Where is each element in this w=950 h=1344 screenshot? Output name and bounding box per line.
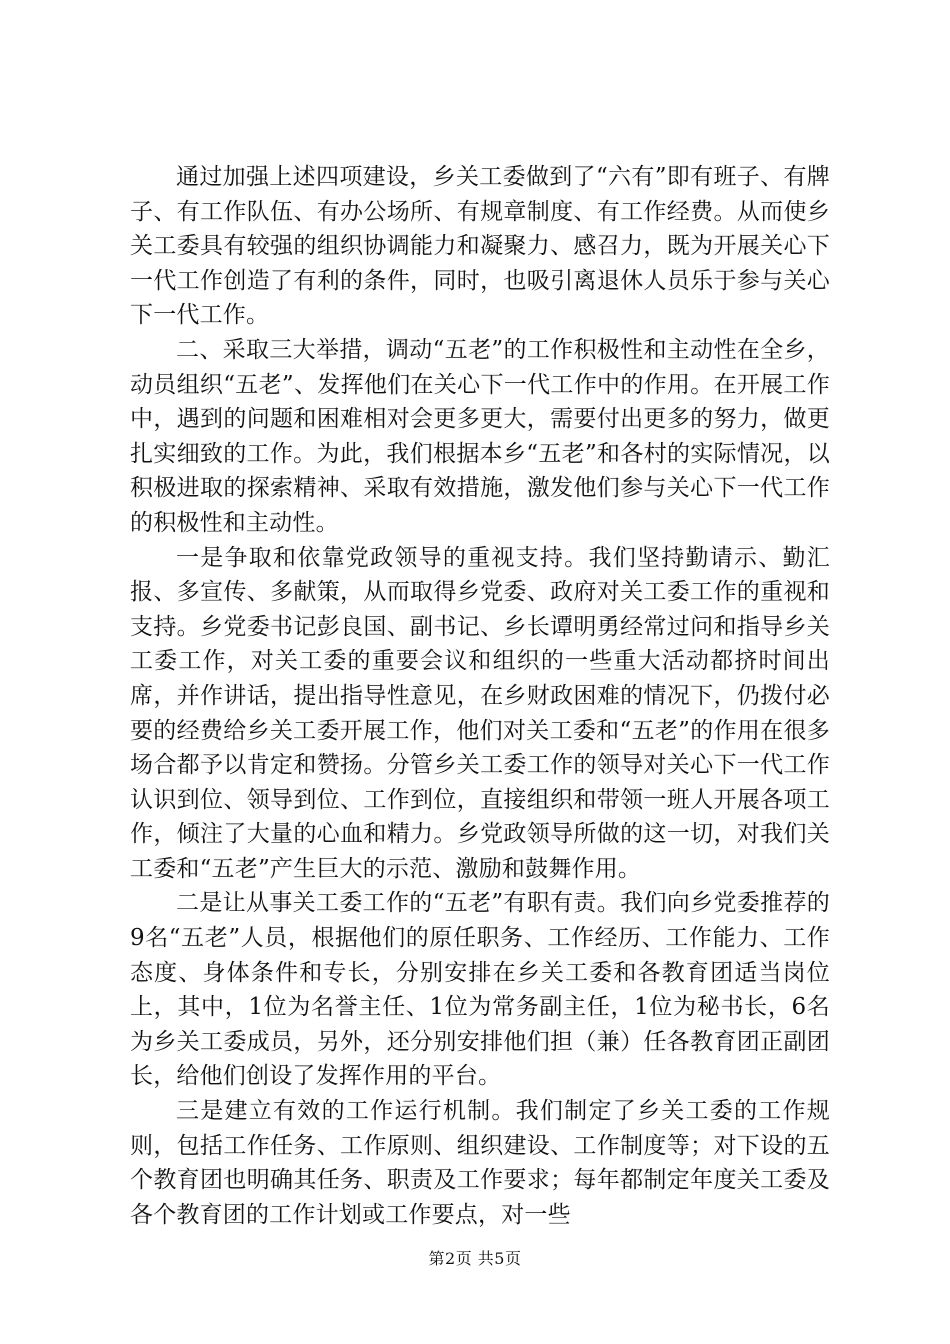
paragraph-5: 三是建立有效的工作运行机制。我们制定了乡关工委的工作规则，包括工作任务、工作原则、组织建设、工作制度等；对下设的五个教育团也明确其任务、职责及工作要求；每年都制定年度关工委及各个教育团的工作计划或工作要点，对一些 <box>130 1098 830 1228</box>
document-body <box>130 160 830 1232</box>
paragraph-3: 一是争取和依靠党政领导的重视支持。我们坚持勤请示、勤汇报、多宣传、多献策，从而取得乡党委、政府对关工委工作的重视和支持。乡党委书记彭良国、副书记、乡长谭明勇经常过问和指导乡关工委工作，对关工委的重要会议和组织的一些重大活动都挤时间出席，并作讲话，提出指导性意见，在乡财政困难的情况下，仍拨付必要的经费给乡关工委开展工作，他们对关工委和“五老”的作用在很多场合都予以肯定和赞扬。分管乡关工委工作的领导对关心下一代工作认识到位、领导到位、工作到位，直接组织和带领一班人开展各项工作，倾注了大量的心血和精力。乡党政领导所做的这一切，对我们关工委和“五老”产生巨大的示范、激励和鼓舞作用。 <box>130 544 830 882</box>
paragraph-4: 二是让从事关工委工作的“五老”有职有责。我们向乡党委推荐的9名“五老”人员，根据他们的原任职务、工作经历、工作能力、工作态度、身体条件和专长，分别安排在乡关工委和各教育团适当岗位上，其中，1位为名誉主任、1位为常务副主任，1位为秘书长，6名为乡关工委成员，另外，还分别安排他们担（兼）任各教育团正副团长，给他们创设了发挥作用的平台。 <box>130 890 830 1090</box>
page-number-footer: 第2页 共5页 <box>428 1249 522 1268</box>
paragraph-2: 二、采取三大举措，调动“五老”的工作积极性和主动性在全乡，动员组织“五老”、发挥他们在关心下一代工作中的作用。在开展工作中，遇到的问题和困难相对会更多更大，需要付出更多的努力，做更扎实细致的工作。为此，我们根据本乡“五老”和各村的实际情况，以积极进取的探索精神、采取有效措施，激发他们参与关心下一代工作的积极性和主动性。 <box>130 336 830 536</box>
paragraph-1: 通过加强上述四项建设，乡关工委做到了“六有”即有班子、有牌子、有工作队伍、有办公场所、有规章制度、有工作经费。从而使乡关工委具有较强的组织协调能力和凝聚力、感召力，既为开展关心下一代工作创造了有利的条件，同时，也吸引离退休人员乐于参与关心下一代工作。 <box>130 164 830 329</box>
